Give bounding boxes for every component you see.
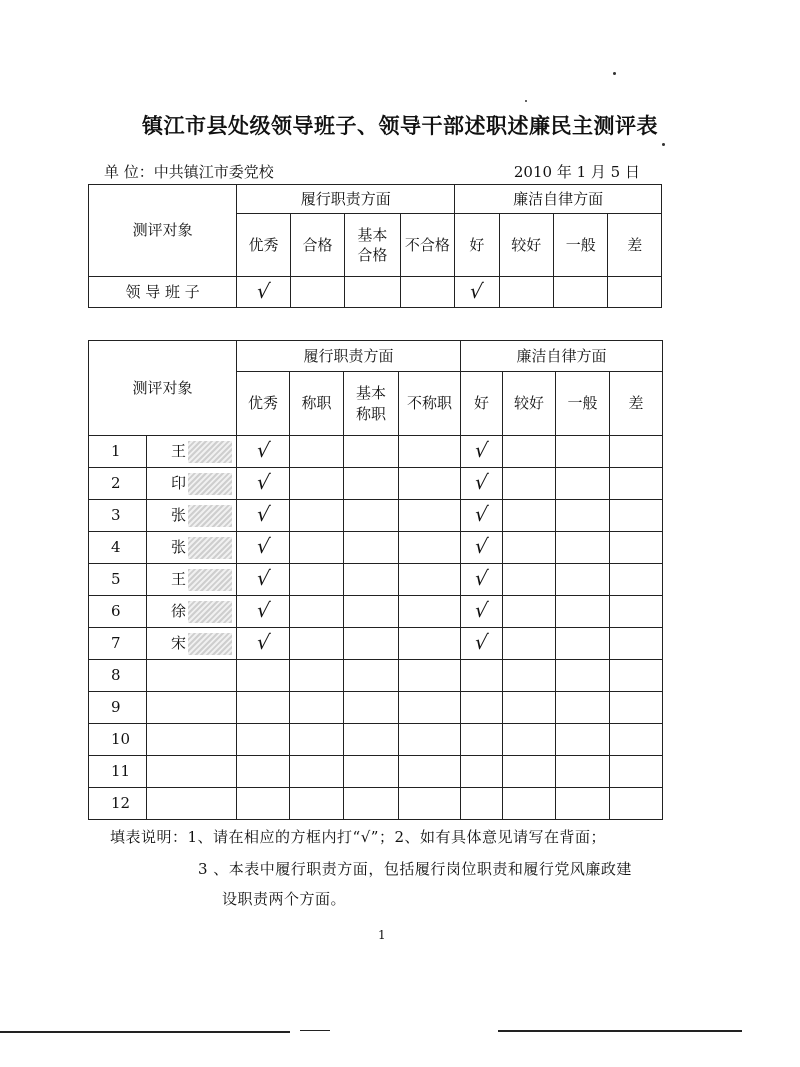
integrity-cell: [610, 692, 663, 724]
check-mark: √: [468, 278, 485, 303]
duty-col-header: 合格: [290, 214, 344, 277]
table-row: [89, 532, 663, 564]
check-mark: √: [473, 438, 490, 463]
integrity-cell: [461, 788, 503, 820]
table-row: [89, 692, 663, 724]
integrity-cell: [556, 788, 610, 820]
integrity-cell: [610, 724, 663, 756]
integrity-cell: [610, 788, 663, 820]
form-date: 2010 年 1 月 5 日: [513, 163, 640, 181]
redaction-mask: [188, 569, 232, 591]
form-title: 镇江市县处级领导班子、领导干部述职述廉民主测评表: [142, 114, 658, 138]
duty-cell: [237, 436, 290, 468]
duty-col-header: 不称职: [399, 372, 461, 436]
cadre-name: [147, 660, 237, 692]
integrity-cell: [503, 724, 556, 756]
cadre-name: [147, 468, 237, 500]
duty-cell: [399, 532, 461, 564]
integrity-cell: [461, 724, 503, 756]
subject-header: 测评对象: [89, 185, 237, 277]
cadre-name: [147, 500, 237, 532]
duty-cell: [344, 564, 399, 596]
check-mark: √: [473, 598, 490, 623]
duty-cell: [399, 596, 461, 628]
duty-cell: [290, 724, 344, 756]
duty-cell: [290, 692, 344, 724]
integrity-cell: [461, 596, 503, 628]
row-number: 11: [89, 756, 147, 788]
duty-cell: [237, 564, 290, 596]
integrity-cell: [610, 756, 663, 788]
duty-cell: [344, 500, 399, 532]
integrity-cell: [610, 564, 663, 596]
duty-cell: [399, 788, 461, 820]
page-number: 1: [378, 928, 386, 942]
row-number: 7: [89, 628, 147, 660]
table-row: [89, 788, 663, 820]
row-number: 4: [89, 532, 147, 564]
duty-col-header: 不合格: [400, 214, 454, 277]
cadre-name: [147, 564, 237, 596]
duty-cell: [344, 596, 399, 628]
redaction-mask: [188, 473, 232, 495]
cadre-name-text: 张: [171, 537, 187, 556]
duty-cell: [290, 788, 344, 820]
duty-cell: [237, 596, 290, 628]
team-row-label: 领 导 班 子: [89, 277, 237, 308]
check-mark: √: [254, 566, 272, 591]
duty-cell: [290, 468, 344, 500]
table-row: [89, 628, 663, 660]
integrity-cell: [610, 468, 663, 500]
duty-cell: [290, 660, 344, 692]
check-mark: √: [254, 534, 272, 559]
table-row: [89, 500, 663, 532]
integrity-cell: [608, 277, 662, 308]
duty-cell: [290, 628, 344, 660]
subject-header: 测评对象: [89, 341, 237, 436]
duty-cell: [344, 468, 399, 500]
cadre-name: [147, 628, 237, 660]
integrity-cell: [556, 500, 610, 532]
form-header-line: [104, 161, 640, 182]
integrity-col-header: 较好: [503, 372, 556, 436]
duty-cell: [290, 532, 344, 564]
duty-cell: [237, 500, 290, 532]
duty-cell: [237, 756, 290, 788]
integrity-cell: [556, 468, 610, 500]
redaction-mask: [188, 505, 232, 527]
cadre-rows: [89, 436, 663, 820]
cadre-name: [147, 724, 237, 756]
duty-cell: [290, 564, 344, 596]
cadre-name-text: 徐: [171, 601, 187, 620]
check-mark: √: [254, 470, 272, 495]
table-row: [89, 756, 663, 788]
check-mark: √: [473, 566, 490, 591]
integrity-cell: [503, 692, 556, 724]
integrity-cell: [556, 724, 610, 756]
duty-cell: [290, 277, 344, 308]
redaction-mask: [188, 537, 232, 559]
integrity-cell: [461, 628, 503, 660]
cadre-name-text: 宋: [171, 633, 187, 652]
duty-col-header: 优秀: [237, 214, 290, 277]
integrity-cell: [556, 692, 610, 724]
integrity-group-header: 廉洁自律方面: [461, 341, 663, 372]
row-number: 1: [89, 436, 147, 468]
scan-speck: [662, 143, 665, 146]
cadre-name-text: 印: [171, 473, 187, 492]
duty-cell: [237, 532, 290, 564]
cadre-name: [147, 692, 237, 724]
integrity-col-header: 差: [610, 372, 663, 436]
note-line-3: 设职责两个方面。: [222, 890, 347, 908]
integrity-cell: [503, 660, 556, 692]
integrity-cell: [556, 532, 610, 564]
integrity-cell: [461, 532, 503, 564]
duty-cell: [290, 500, 344, 532]
duty-cell: [399, 660, 461, 692]
cadre-name: [147, 532, 237, 564]
duty-col-header: 基本 称职: [344, 372, 399, 436]
scan-edge-line: [0, 1031, 290, 1033]
check-mark: √: [255, 278, 272, 303]
integrity-col-header: 好: [455, 214, 499, 277]
duty-cell: [237, 628, 290, 660]
cadre-name-text: 张: [171, 505, 187, 524]
duty-cell: [237, 692, 290, 724]
duty-cell: [345, 277, 400, 308]
redaction-mask: [188, 441, 232, 463]
integrity-cell: [503, 468, 556, 500]
integrity-cell: [556, 756, 610, 788]
duty-cell: [399, 564, 461, 596]
duty-cell: [290, 596, 344, 628]
table-row: [89, 468, 663, 500]
check-mark: √: [254, 502, 272, 527]
integrity-cell: [554, 277, 608, 308]
duty-cell: [237, 277, 290, 308]
duty-cell: [344, 660, 399, 692]
integrity-cell: [610, 660, 663, 692]
integrity-group-header: 廉洁自律方面: [455, 185, 662, 214]
integrity-cell: [556, 660, 610, 692]
integrity-cell: [503, 628, 556, 660]
cadre-name: [147, 436, 237, 468]
integrity-cell: [461, 500, 503, 532]
integrity-cell: [503, 596, 556, 628]
integrity-cell: [610, 628, 663, 660]
check-mark: √: [473, 534, 490, 559]
duty-cell: [344, 628, 399, 660]
integrity-cell: [610, 500, 663, 532]
row-number: 9: [89, 692, 147, 724]
check-mark: √: [254, 630, 272, 655]
row-number: 8: [89, 660, 147, 692]
integrity-cell: [461, 436, 503, 468]
integrity-cell: [503, 532, 556, 564]
integrity-cell: [461, 468, 503, 500]
integrity-cell: [610, 436, 663, 468]
note-line-1: 填表说明：1、请在相应的方框内打“√”；2、如有具体意见请写在背面；: [110, 828, 606, 846]
duty-col-header: 称职: [290, 372, 344, 436]
check-mark: √: [473, 630, 490, 655]
scan-speck: [613, 72, 616, 75]
table-row: [89, 596, 663, 628]
duty-col-header: 优秀: [237, 372, 290, 436]
integrity-col-header: 好: [461, 372, 503, 436]
duty-cell: [344, 756, 399, 788]
duty-cell: [344, 436, 399, 468]
duty-cell: [399, 756, 461, 788]
duty-cell: [237, 788, 290, 820]
cadre-name: [147, 788, 237, 820]
integrity-cell: [503, 500, 556, 532]
check-mark: √: [254, 598, 272, 623]
integrity-cell: [556, 628, 610, 660]
unit-label: 单 位：中共镇江市委党校: [104, 163, 274, 181]
duty-cell: [290, 756, 344, 788]
integrity-cell: [610, 532, 663, 564]
scan-edge-line: [498, 1030, 742, 1032]
check-mark: √: [473, 502, 490, 527]
integrity-cell: [455, 277, 499, 308]
row-number: 2: [89, 468, 147, 500]
integrity-col-header: 一般: [554, 214, 608, 277]
team-evaluation-table: [88, 184, 662, 308]
duty-cell: [399, 436, 461, 468]
duty-cell: [290, 436, 344, 468]
cadre-evaluation-table: [88, 340, 663, 820]
integrity-cell: [556, 436, 610, 468]
duty-cell: [237, 660, 290, 692]
row-number: 12: [89, 788, 147, 820]
integrity-cell: [503, 756, 556, 788]
duty-cell: [237, 468, 290, 500]
cadre-name: [147, 756, 237, 788]
integrity-cell: [461, 756, 503, 788]
row-number: 5: [89, 564, 147, 596]
check-mark: √: [473, 470, 490, 495]
duty-col-header: 基本 合格: [345, 214, 400, 277]
redaction-mask: [188, 633, 232, 655]
row-number: 10: [89, 724, 147, 756]
cadre-name-text: 王: [171, 569, 187, 588]
duty-cell: [399, 724, 461, 756]
table-row: [89, 564, 663, 596]
team-row: [89, 277, 662, 308]
cadre-name: [147, 596, 237, 628]
note-line-2: 3 、本表中履行职责方面，包括履行岗位职责和履行党风廉政建: [198, 860, 632, 878]
integrity-cell: [556, 564, 610, 596]
check-mark: √: [254, 438, 272, 463]
integrity-cell: [503, 788, 556, 820]
duty-cell: [237, 724, 290, 756]
duty-cell: [399, 500, 461, 532]
cadre-name-text: 王: [171, 441, 187, 460]
row-number: 6: [89, 596, 147, 628]
integrity-cell: [556, 596, 610, 628]
integrity-cell: [499, 277, 553, 308]
integrity-cell: [461, 660, 503, 692]
redaction-mask: [188, 601, 232, 623]
integrity-cell: [461, 564, 503, 596]
integrity-cell: [610, 596, 663, 628]
scan-edge-line: [300, 1030, 330, 1031]
table-row: [89, 436, 663, 468]
integrity-cell: [461, 692, 503, 724]
duty-cell: [399, 692, 461, 724]
table-row: [89, 660, 663, 692]
duty-group-header: 履行职责方面: [237, 341, 461, 372]
scan-speck: [525, 100, 527, 102]
table-row: [89, 724, 663, 756]
integrity-cell: [503, 436, 556, 468]
duty-group-header: 履行职责方面: [237, 185, 455, 214]
integrity-col-header: 较好: [499, 214, 553, 277]
integrity-col-header: 差: [608, 214, 662, 277]
row-number: 3: [89, 500, 147, 532]
integrity-col-header: 一般: [556, 372, 610, 436]
duty-cell: [344, 532, 399, 564]
duty-cell: [344, 788, 399, 820]
duty-cell: [344, 724, 399, 756]
integrity-cell: [503, 564, 556, 596]
duty-cell: [399, 628, 461, 660]
duty-cell: [344, 692, 399, 724]
duty-cell: [399, 468, 461, 500]
duty-cell: [400, 277, 454, 308]
